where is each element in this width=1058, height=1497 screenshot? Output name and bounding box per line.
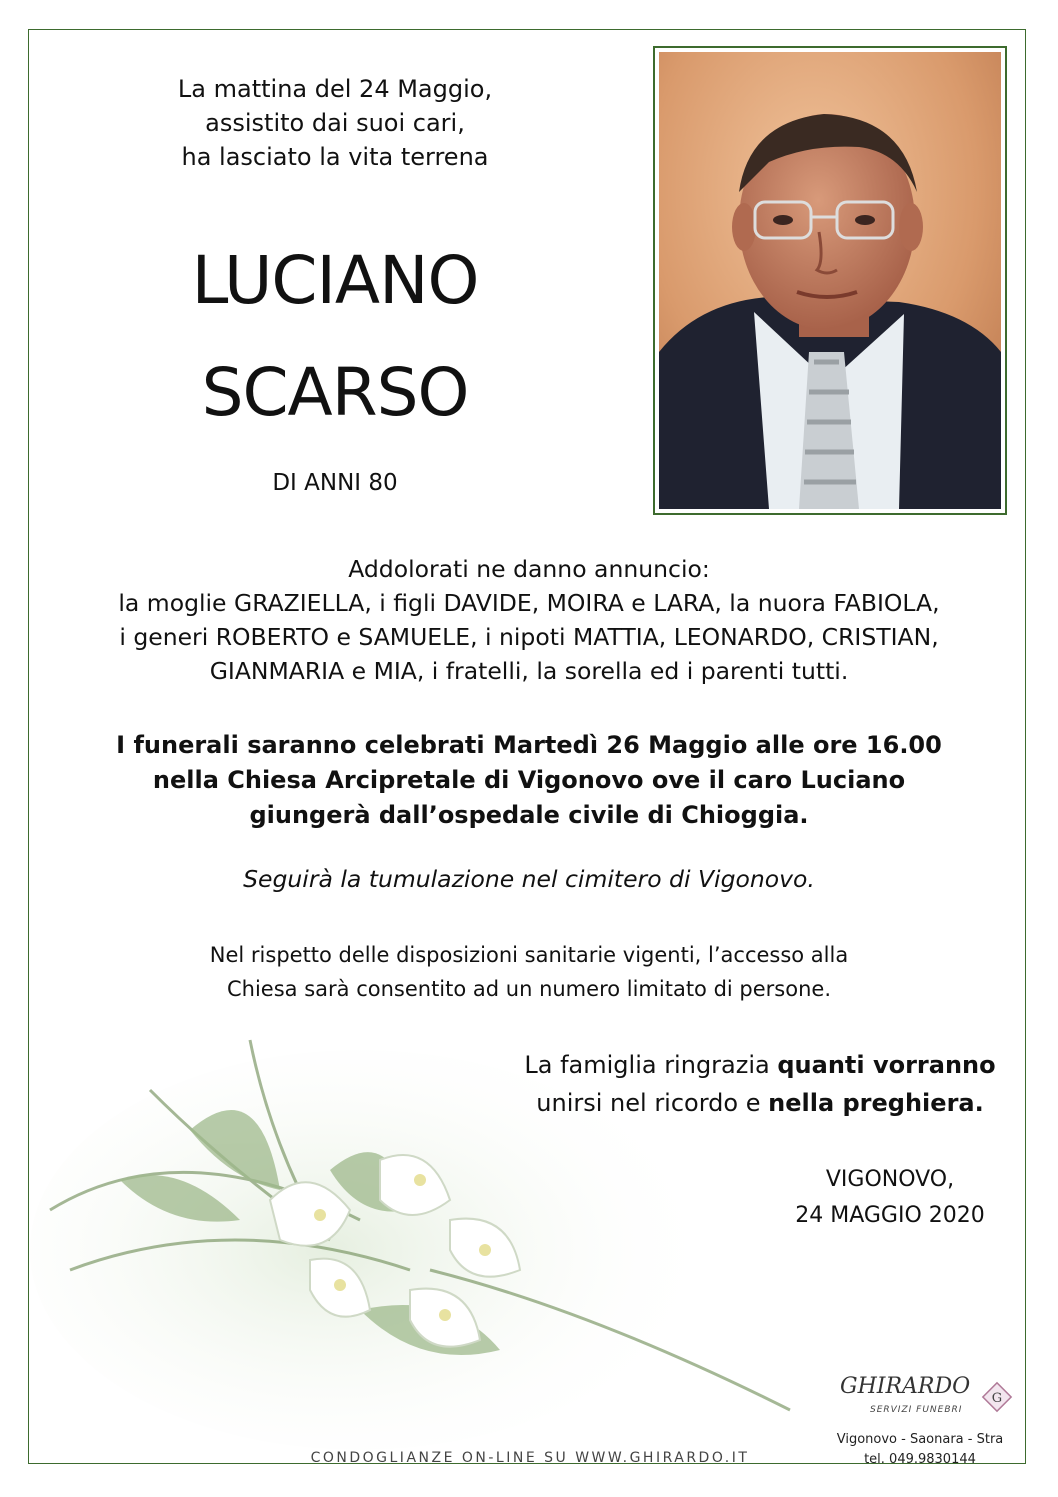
date: 24 MAGGIO 2020	[795, 1203, 985, 1228]
health-notice	[40, 938, 1018, 1006]
funeral-line: I funerali saranno celebrati Martedì 26 Maggio alle ore 16.00	[116, 731, 942, 759]
intro-text	[100, 72, 570, 174]
thanks-text: nella	[768, 1089, 843, 1117]
logo-subtitle: SERVIZI FUNEBRI	[870, 1405, 963, 1415]
funeral-info	[40, 728, 1018, 833]
age-text: DI ANNI 80	[272, 470, 398, 496]
intro-line: ha lasciato la vita terrena	[181, 143, 489, 171]
first-name: LUCIANO	[191, 242, 479, 319]
logo-mark: G	[991, 1391, 1003, 1406]
thanks-text: La famiglia ringrazia	[524, 1051, 778, 1079]
notice-line: Chiesa sarà consentito ad un numero limitato di persone.	[227, 977, 831, 1001]
funeral-line: nella Chiesa Arcipretale di Vigonovo ove il caro Luciano	[152, 766, 906, 794]
funeral-line: giungerà dall’ospedale civile di Chioggia.	[249, 801, 809, 829]
intro-line: assistito dai suoi cari,	[205, 109, 465, 137]
portrait-photo	[659, 52, 1001, 509]
portrait-illustration	[659, 52, 1001, 509]
thanks-message	[480, 1046, 1040, 1122]
funeral-home-logo	[830, 1372, 1030, 1467]
thanks-line-2	[480, 1084, 1040, 1122]
announcement-line: Addolorati ne danno annuncio:	[348, 555, 710, 583]
logo-name: GHIRARDO	[840, 1374, 971, 1399]
logo-phone: tel. 049.9830144	[864, 1452, 976, 1467]
logo-towns: Vigonovo - Saonara - Stra	[836, 1432, 1004, 1447]
announcement-line: i generi ROBERTO e SAMUELE, i nipoti MATTIA, LEONARDO, CRISTIAN,	[119, 623, 939, 651]
thanks-line-1	[480, 1046, 1040, 1084]
thanks-text: unirsi nel ricordo e	[536, 1089, 769, 1117]
place-date	[770, 1162, 1010, 1234]
portrait-frame	[653, 46, 1007, 515]
burial-info: Seguirà la tumulazione nel cimitero di Vigonovo.	[243, 865, 815, 893]
place: VIGONOVO,	[825, 1167, 955, 1192]
announcement-line: la moglie GRAZIELLA, i figli DAVIDE, MOIRA e LARA, la nuora FABIOLA,	[118, 589, 940, 617]
last-name: SCARSO	[201, 354, 469, 431]
announcement-line: GIANMARIA e MIA, i fratelli, la sorella ed i parenti tutti.	[209, 657, 849, 685]
notice-line: Nel rispetto delle disposizioni sanitarie vigenti, l’accesso alla	[209, 943, 849, 967]
thanks-text: preghiera.	[842, 1089, 984, 1117]
deceased-name	[100, 225, 570, 449]
announcement	[40, 552, 1018, 688]
logo-diamond-icon	[980, 1380, 1014, 1414]
footer-online-condolences: CONDOGLIANZE ON-LINE SU WWW.GHIRARDO.IT	[310, 1450, 750, 1466]
thanks-text: quanti vorranno	[777, 1051, 996, 1079]
intro-line: La mattina del 24 Maggio,	[177, 75, 493, 103]
